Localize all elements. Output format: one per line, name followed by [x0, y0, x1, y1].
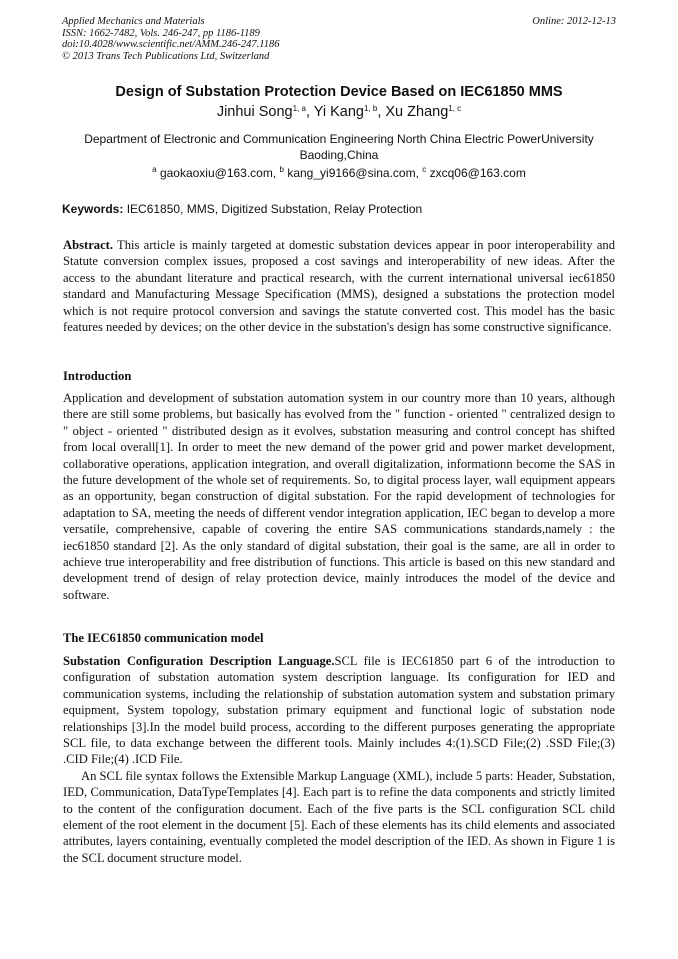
author-emails — [0, 166, 678, 180]
email-link[interactable]: gaokaoxiu@163.com, — [159, 166, 277, 180]
introduction-heading: Introduction — [63, 369, 132, 383]
scl-paragraph: SCL file is IEC61850 part 6 of the introduction to configuration of substation automation system description language. Its configuration for IED and communication systems, including the relationship of substation automation system and substation primary equipment, System topology, substation primary equipment and functional logic of substation node relationships [3].In the model build process, according to the different purposes generating the appropriate SCL file, to data exchange between the different tools. Mainly includes 4:(1).SCD File;(2) .SSD File;(3) .CID File;(4) .ICD File. — [63, 654, 615, 767]
author-sup: 1, a — [292, 104, 306, 113]
introduction-body — [63, 390, 615, 603]
introduction-text: Application and development of substation automation system in our country more than 10 years, although there are still some problems, but basically has evolved from the " function - oriented " centralized design to " object - oriented " distributed design as it evolves, substation measuring and control concept has shifted from local overall[1]. In order to meet the new demand of the power grid and power market development, collaborative operations, application integration, and overall digitalization, informationn become the SAS in the future development of the whole set of requirements. So, to digital process layer, wall equipment appears as an opportunity, began construction of digital substation. For the rapid development of technologies for adaptation to SA, meeting the needs of different vendor integration application, IEC began to develop a more versatile, comprehensive, capable of covering the entire SAS communications standards,namely : the iec61850 standard [2]. As the only standard of digital substation, their goal is the same, are all in order to achieve true interoperability and free distribution of functions. This article is based on this new standard and development trend of design of relay protection device, mainly introduces the model of the device and software. — [63, 391, 615, 602]
email-link[interactable]: kang_yi9166@sina.com, — [287, 166, 419, 180]
author-name: Jinhui Song — [216, 104, 293, 120]
author-name: Yi Kang — [313, 104, 364, 120]
section-body — [63, 653, 615, 866]
paper-title: Design of Substation Protection Device Based on IEC61850 MMS — [115, 84, 563, 100]
author-sup: 1, b — [363, 104, 378, 113]
scl-subheading: Substation Configuration Description Language. — [63, 654, 335, 668]
email-sup: b — [279, 165, 284, 174]
journal-header — [62, 16, 616, 62]
abstract-text: This article is mainly targeted at domestic substation devices appear in poor interoperability and Statute conversion complex issues, proposed a cost savings and interoperability of new ideas. After the access to the abundant literature and practical research, with the current international universal iec61850 standard and Manufacturing Message Specification (MMS), designed a substations the protection model which is not require protocol conversion and savings the statute converted cost. This model has the basic features needed by devices; on the other device in the substation's design has some constructive significance. — [63, 238, 616, 335]
author-name: Xu Zhang — [385, 104, 449, 120]
journal-issn: ISSN: 1662-7482, Vols. 246-247, pp 1186-1189 — [62, 27, 260, 39]
section-heading: The IEC61850 communication model — [63, 631, 264, 645]
online-date: Online: 2012-12-13 — [532, 16, 616, 27]
abstract — [63, 237, 615, 335]
scl-syntax-paragraph: An SCL file syntax follows the Extensible Markup Language (XML), include 5 parts: Header, Substation, IED, Communication, DataTypeTemplates [4]. Each part is to refine the data components and strictly limited to the content of the configuration document. Each of the five parts is the SCL configuration SCL child element of the root element in the document [5]. Each of these elements has its child elements and associated attributes, layers containing, eventually completed the model description of the IED. As shown in Figure 1 is the SCL document structure model. — [63, 768, 615, 865]
email-link[interactable]: zxcq06@163.com — [429, 166, 526, 180]
affiliation-line: Department of Electronic and Communication Engineering North China Electric PowerUniversity — [84, 132, 594, 146]
affiliation-line: Baoding,China — [299, 148, 379, 162]
journal-copyright: © 2013 Trans Tech Publications Ltd, Switzerland — [62, 50, 270, 62]
journal-doi: doi:10.4028/www.scientific.net/AMM.246-247.1186 — [62, 39, 280, 51]
email-sup: a — [152, 165, 157, 174]
journal-name: Applied Mechanics and Materials — [62, 16, 205, 27]
keywords-text: IEC61850, MMS, Digitized Substation, Relay Protection — [126, 202, 423, 216]
author-sup: 1, c — [448, 104, 462, 113]
author-list: Jinhui Song$^{1, a}$, Yi Kang$^{1, b}$, Xu Zhang$^{1, c}$ — [216, 104, 462, 120]
affiliation — [62, 131, 616, 163]
email-sup: c — [422, 165, 427, 174]
keywords-label: Keywords: — [62, 202, 124, 216]
keywords — [62, 202, 422, 216]
abstract-label: Abstract. — [63, 238, 114, 252]
